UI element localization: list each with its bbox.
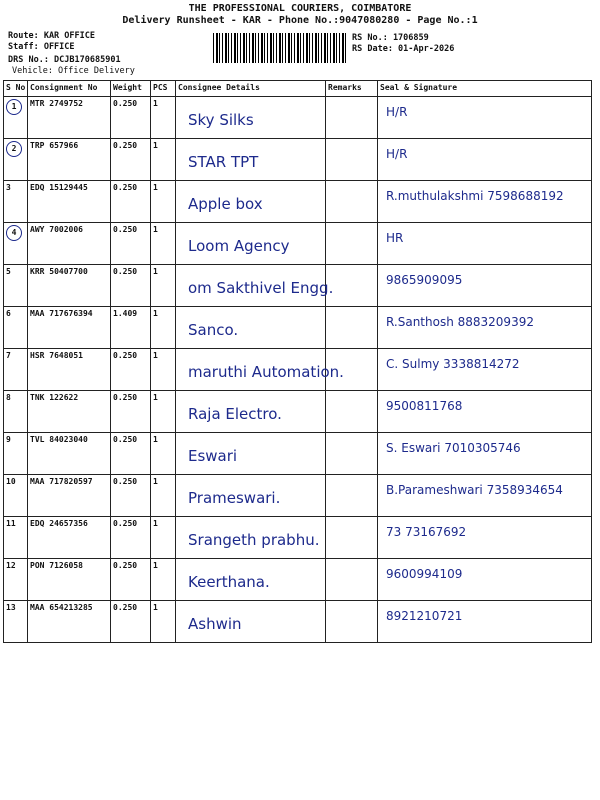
handwritten-signature: 9500811768 <box>386 399 463 413</box>
sno-text: 6 <box>6 309 11 318</box>
handwritten-consignee: Sanco. <box>188 321 239 339</box>
sno-text: 11 <box>6 519 16 528</box>
row-sno <box>4 601 28 643</box>
handwritten-signature: 8921210721 <box>386 609 463 623</box>
row-weight-text: 1.409 <box>113 309 138 318</box>
row-remarks <box>326 517 378 559</box>
row-remarks <box>326 97 378 139</box>
row-sno <box>4 181 28 223</box>
col-consignment: Consignment No <box>28 81 111 97</box>
row-consignment-text: MAA 717820597 <box>30 477 93 486</box>
handwritten-consignee: om Sakthivel Engg. <box>188 279 334 297</box>
row-consignment <box>28 433 111 475</box>
runsheet-table <box>3 80 592 643</box>
handwritten-signature: 9865909095 <box>386 273 463 287</box>
row-weight <box>111 181 151 223</box>
handwritten-signature: S. Eswari 7010305746 <box>386 441 521 455</box>
row-sno <box>4 97 28 139</box>
row-pcs <box>151 307 176 349</box>
row-remarks <box>326 223 378 265</box>
row-consignee <box>176 559 326 601</box>
table-row <box>4 433 592 475</box>
row-weight-text: 0.250 <box>113 225 138 234</box>
row-consignment-text: TVL 84023040 <box>30 435 88 444</box>
row-consignment <box>28 307 111 349</box>
sno-text: 10 <box>6 477 16 486</box>
row-pcs <box>151 559 176 601</box>
handwritten-signature: H/R <box>386 147 408 161</box>
handwritten-consignee: Raja Electro. <box>188 405 282 423</box>
rs-number: RS No.: 1706859 <box>352 33 429 43</box>
row-weight <box>111 307 151 349</box>
row-remarks <box>326 433 378 475</box>
row-pcs-text: 1 <box>153 519 158 528</box>
row-consignment-text: EDQ 24657356 <box>30 519 88 528</box>
row-consignee <box>176 349 344 391</box>
row-pcs-text: 1 <box>153 477 158 486</box>
row-pcs <box>151 433 176 475</box>
vehicle-label: Vehicle: Office Delivery <box>12 66 135 76</box>
row-remarks <box>326 307 378 349</box>
row-weight-text: 0.250 <box>113 99 138 108</box>
table-row <box>4 181 592 223</box>
row-signature <box>378 181 592 223</box>
row-sno <box>4 307 28 349</box>
col-remarks: Remarks <box>326 81 378 97</box>
handwritten-consignee: Apple box <box>188 195 263 213</box>
row-signature <box>378 97 592 139</box>
row-pcs <box>151 181 176 223</box>
row-remarks <box>326 559 378 601</box>
row-consignment-text: MTR 2749752 <box>30 99 83 108</box>
row-signature <box>378 391 592 433</box>
row-consignment <box>28 601 111 643</box>
sno-text: 5 <box>6 267 11 276</box>
row-weight <box>111 349 151 391</box>
row-signature <box>378 307 592 349</box>
handwritten-signature: 73 73167692 <box>386 525 467 539</box>
row-consignee <box>176 181 326 223</box>
row-sno <box>4 433 28 475</box>
row-consignee <box>176 433 326 475</box>
row-weight <box>111 433 151 475</box>
col-pcs: PCS <box>151 81 176 97</box>
drs-number: DRS No.: DCJB170685901 <box>8 55 121 65</box>
row-sno <box>4 223 28 265</box>
row-weight <box>111 265 151 307</box>
row-sno <box>4 559 28 601</box>
row-weight <box>111 139 151 181</box>
row-weight-text: 0.250 <box>113 435 138 444</box>
row-weight-text: 0.250 <box>113 393 138 402</box>
handwritten-consignee: Keerthana. <box>188 573 270 591</box>
row-consignee <box>176 307 326 349</box>
row-consignment <box>28 559 111 601</box>
row-pcs-text: 1 <box>153 393 158 402</box>
row-consignment-text: TNK 122622 <box>30 393 79 402</box>
handwritten-consignee: Srangeth prabhu. <box>188 531 320 549</box>
staff-label: Staff: OFFICE <box>8 42 75 52</box>
row-pcs <box>151 475 176 517</box>
row-weight-text: 0.250 <box>113 477 138 486</box>
table-row <box>4 97 592 139</box>
row-sno <box>4 391 28 433</box>
row-weight-text: 0.250 <box>113 267 138 276</box>
row-signature <box>378 139 592 181</box>
col-sno: S No <box>4 81 28 97</box>
sno-text: 4 <box>6 225 22 241</box>
row-pcs <box>151 139 176 181</box>
row-pcs <box>151 517 176 559</box>
row-consignee <box>176 139 326 181</box>
row-consignment-text: AWY 7002006 <box>30 225 83 234</box>
row-pcs-text: 1 <box>153 603 158 612</box>
table-row <box>4 265 592 307</box>
row-signature <box>378 433 592 475</box>
row-remarks <box>326 601 378 643</box>
row-consignment <box>28 181 111 223</box>
table-row <box>4 307 592 349</box>
table-row <box>4 349 592 391</box>
row-sno <box>4 139 28 181</box>
row-pcs <box>151 265 176 307</box>
row-pcs-text: 1 <box>153 225 158 234</box>
row-consignment <box>28 223 111 265</box>
sno-text: 8 <box>6 393 11 402</box>
handwritten-consignee: Loom Agency <box>188 237 290 255</box>
row-consignment-text: HSR 7648051 <box>30 351 83 360</box>
table-header-row <box>4 81 592 97</box>
barcode <box>213 33 347 63</box>
row-remarks <box>326 181 378 223</box>
row-pcs <box>151 391 176 433</box>
row-remarks <box>326 391 378 433</box>
table-row <box>4 223 592 265</box>
row-consignment-text: PON 7126058 <box>30 561 83 570</box>
table-row <box>4 559 592 601</box>
row-sno <box>4 349 28 391</box>
col-consignee: Consignee Details <box>176 81 326 97</box>
row-consignee <box>176 391 326 433</box>
row-weight <box>111 475 151 517</box>
row-signature <box>378 349 592 391</box>
row-consignment <box>28 265 111 307</box>
row-pcs-text: 1 <box>153 141 158 150</box>
row-weight-text: 0.250 <box>113 519 138 528</box>
row-sno <box>4 475 28 517</box>
row-consignment-text: EDQ 15129445 <box>30 183 88 192</box>
row-weight <box>111 601 151 643</box>
route-label: Route: KAR OFFICE <box>8 31 95 41</box>
row-consignee <box>176 475 326 517</box>
row-remarks <box>326 475 378 517</box>
row-consignment <box>28 391 111 433</box>
sno-text: 7 <box>6 351 11 360</box>
row-pcs <box>151 97 176 139</box>
handwritten-consignee: maruthi Automation. <box>188 363 344 381</box>
row-consignee <box>176 601 326 643</box>
row-signature <box>378 559 592 601</box>
runsheet-subtitle: Delivery Runsheet - KAR - Phone No.:9047080280 - Page No.:1 <box>122 15 478 26</box>
row-pcs-text: 1 <box>153 435 158 444</box>
row-weight <box>111 223 151 265</box>
table-row <box>4 139 592 181</box>
row-signature <box>378 265 592 307</box>
table-row <box>4 601 592 643</box>
row-consignment <box>28 349 111 391</box>
row-weight-text: 0.250 <box>113 561 138 570</box>
handwritten-consignee: Eswari <box>188 447 238 465</box>
row-pcs <box>151 223 176 265</box>
row-consignment <box>28 139 111 181</box>
row-pcs-text: 1 <box>153 267 158 276</box>
handwritten-signature: B.Parameshwari 7358934654 <box>386 483 563 497</box>
rs-date: RS Date: 01-Apr-2026 <box>352 44 455 54</box>
row-sno <box>4 517 28 559</box>
col-signature: Seal & Signature <box>378 81 592 97</box>
row-consignment-text: MAA 717676394 <box>30 309 93 318</box>
row-pcs-text: 1 <box>153 99 158 108</box>
row-pcs-text: 1 <box>153 183 158 192</box>
row-signature <box>378 601 592 643</box>
table-row <box>4 475 592 517</box>
row-consignment <box>28 475 111 517</box>
handwritten-signature: 9600994109 <box>386 567 463 581</box>
row-pcs-text: 1 <box>153 309 158 318</box>
row-consignment-text: KRR 50407700 <box>30 267 88 276</box>
row-consignment <box>28 517 111 559</box>
table-row <box>4 391 592 433</box>
row-weight <box>111 559 151 601</box>
row-remarks <box>326 139 378 181</box>
row-weight <box>111 391 151 433</box>
handwritten-signature: C. Sulmy 3338814272 <box>386 357 520 371</box>
sno-text: 3 <box>6 183 11 192</box>
row-pcs-text: 1 <box>153 561 158 570</box>
row-weight-text: 0.250 <box>113 183 138 192</box>
row-weight-text: 0.250 <box>113 603 138 612</box>
handwritten-consignee: Ashwin <box>188 615 242 633</box>
row-pcs <box>151 601 176 643</box>
handwritten-signature: H/R <box>386 105 408 119</box>
row-weight-text: 0.250 <box>113 141 138 150</box>
row-consignee <box>176 223 326 265</box>
handwritten-consignee: Sky Silks <box>188 111 254 129</box>
row-weight <box>111 517 151 559</box>
row-weight <box>111 97 151 139</box>
row-pcs <box>151 349 176 391</box>
row-weight-text: 0.250 <box>113 351 138 360</box>
handwritten-signature: R.Santhosh 8883209392 <box>386 315 534 329</box>
sno-text: 12 <box>6 561 16 570</box>
sno-text: 9 <box>6 435 11 444</box>
handwritten-signature: HR <box>386 231 404 245</box>
table-row <box>4 517 592 559</box>
sno-text: 2 <box>6 141 22 157</box>
row-consignment-text: TRP 657966 <box>30 141 79 150</box>
row-consignee <box>176 265 334 307</box>
sno-text: 1 <box>6 99 22 115</box>
handwritten-signature: R.muthulakshmi 7598688192 <box>386 189 564 203</box>
row-sno <box>4 265 28 307</box>
row-consignment <box>28 97 111 139</box>
handwritten-consignee: STAR TPT <box>188 153 259 171</box>
handwritten-consignee: Prameswari. <box>188 489 281 507</box>
row-consignment-text: MAA 654213285 <box>30 603 93 612</box>
row-signature <box>378 475 592 517</box>
row-consignee <box>176 517 326 559</box>
row-consignee <box>176 97 326 139</box>
row-signature <box>378 223 592 265</box>
company-title: THE PROFESSIONAL COURIERS, COIMBATORE <box>188 3 412 14</box>
sno-text: 13 <box>6 603 16 612</box>
row-signature <box>378 517 592 559</box>
row-pcs-text: 1 <box>153 351 158 360</box>
col-weight: Weight <box>111 81 151 97</box>
